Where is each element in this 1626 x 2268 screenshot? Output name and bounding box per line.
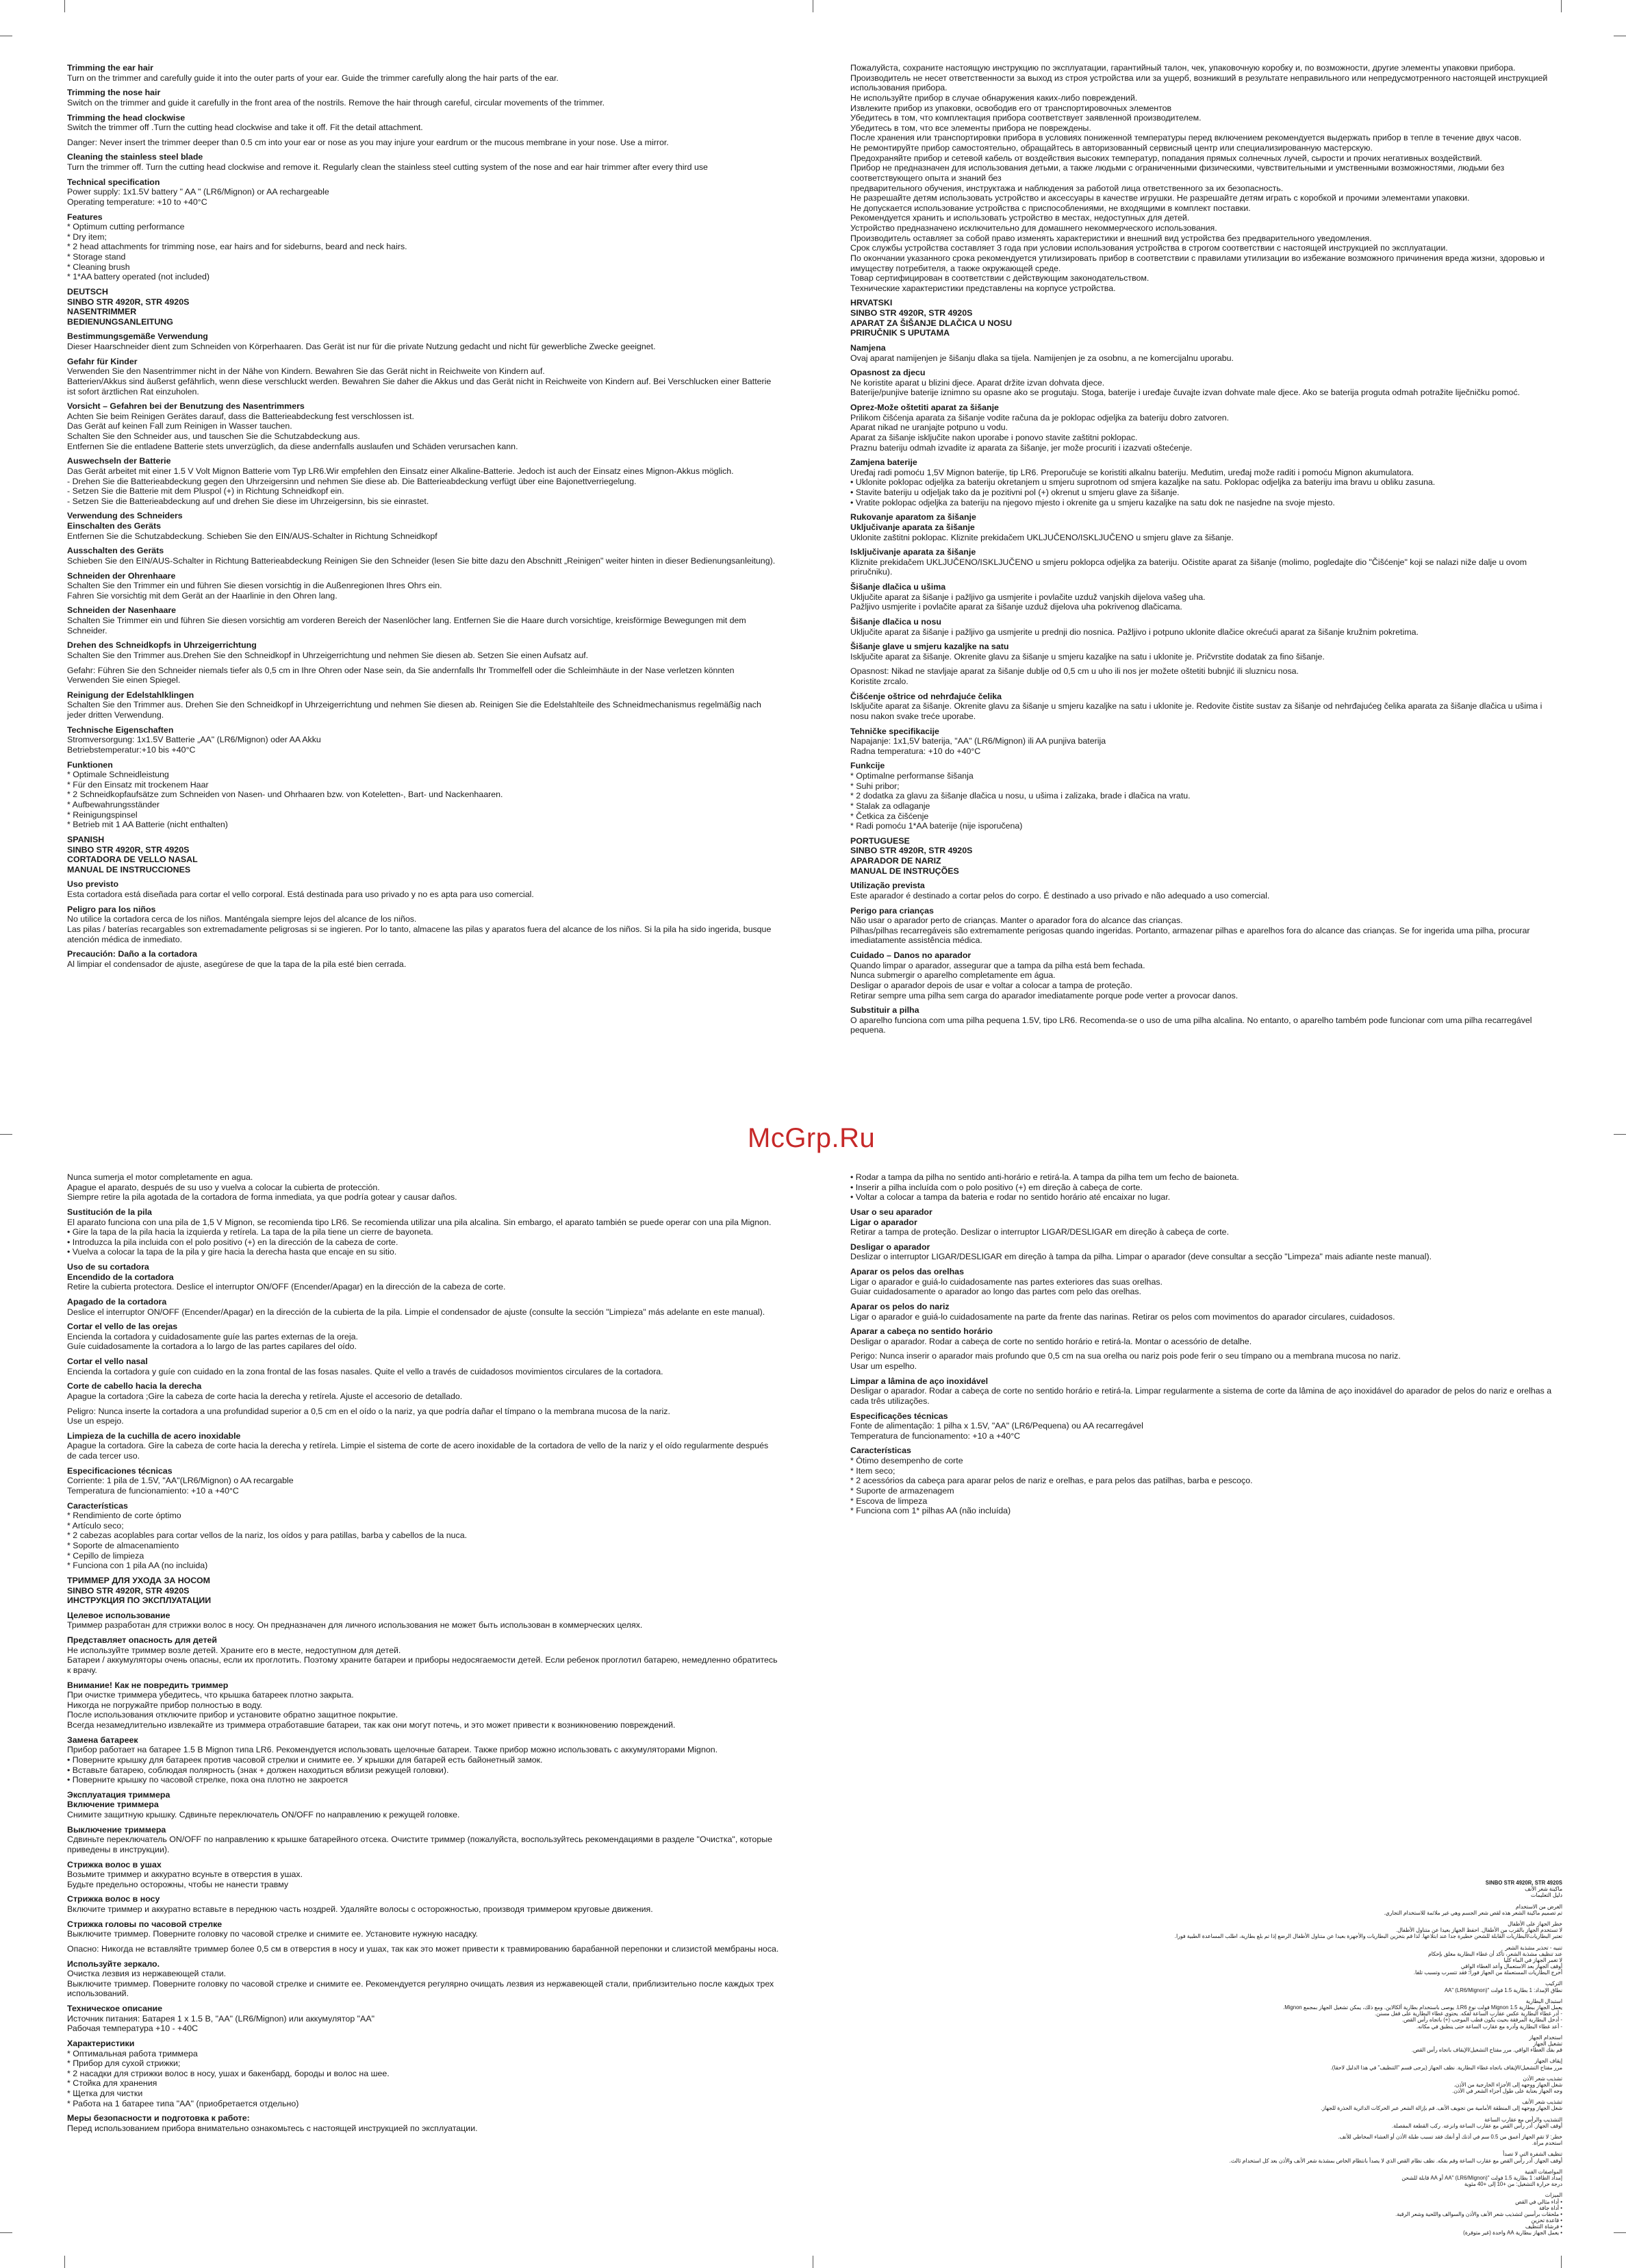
section-heading: Cuidado – Danos no aparador: [850, 950, 971, 960]
section: [850, 1880, 1562, 1899]
section: [850, 727, 1562, 757]
section: [67, 1680, 779, 1730]
section-heading: Namjena: [850, 342, 886, 353]
section: [67, 725, 779, 755]
section-heading: Trimming the nose hair: [67, 88, 161, 98]
section-heading: Zamjena baterije: [850, 457, 917, 468]
section-body: التركيب نطاق الإمداد: 1 بطارية 1.5 فولت "AA" (LR6/Mignon): [1444, 1980, 1562, 1993]
section-heading: Perigo para crianças: [850, 905, 934, 916]
section-body: O aparelho funciona com uma pilha pequena 1.5V, tipo LR6. Recomenda-se o uso de uma pilha alcalina. No entanto, o aparelho também pode funcionar com uma pilha recarregável pequena.: [850, 1015, 1532, 1035]
section-body: إيقاف الجهاز مرر مفتاح التشغيل/الإيقاف باتجاه غطاء البطارية. نظف الجهاز (يرجى قسم "التنظيف" في هذا الدليل لاحقا).: [1330, 2058, 1562, 2071]
section-body: Снимите защитную крышку. Сдвиньте переключатель ON/OFF по направлению к режущей головке.: [67, 1810, 460, 1819]
section-heading: Tehničke specifikacije: [850, 726, 939, 736]
section-body: Achten Sie beim Reinigen Gerätes darauf, dass die Batterieabdeckung fest verschlossen ist. Das Gerät auf keinen Fall zum Reinigen in Wasser tauchen. Schalten Sie den Schneider aus, und tauschen Sie die Schutzabdeckung aus. Entfernen Sie die entladene Batterie stets unverzüglich, da diese andernfalls auslaufen und Schäden verursachen kann.: [67, 411, 518, 451]
section-body: Turn on the trimmer and carefully guide it into the outer parts of your ear. Guide the trimmer carefully along the hair parts of the ear.: [67, 73, 559, 83]
section-heading: Vorsicht – Gefahren bei der Benutzung des Nasentrimmers: [67, 401, 305, 412]
section: [67, 1919, 779, 1939]
section: [850, 1980, 1562, 1993]
section: [850, 1945, 1562, 1976]
section-heading: Trimming the head clockwise: [67, 112, 186, 123]
section: [850, 2076, 1562, 2095]
section-heading: Aparar a cabeça no sentido horário: [850, 1326, 993, 1337]
section: [850, 2034, 1562, 2054]
section: [67, 640, 779, 660]
section-body: Uključite aparat za šišanje i pažljivo ga usmjerite i povlačite uzduž vanjskih dijelova vašeg uha. Pažljivo usmjerite i povlačite aparat za šišanje uzduž dijelova uha pokrivenog dlačicama.: [850, 592, 1206, 612]
section: [850, 1005, 1562, 1035]
section-heading: Opasnost za djecu: [850, 368, 926, 378]
section-heading: ТРИММЕР ДЛЯ УХОДА ЗА НОСОМ SINBO STR 4920R, STR 4920S ИНСТРУКЦИЯ ПО ЭКСПЛУАТАЦИИ: [67, 1575, 212, 1606]
section: [850, 617, 1562, 637]
section-body: Kliznite prekidačem UKLJUČENO/ISKLJUČENO u smjeru poklopca odjeljka za bateriju. Očistite aparat za šišanje (molimo, pogledajte dio "Čišćenje" koji se nalazi niže dalje u ovom priručniku).: [850, 557, 1527, 577]
section-body: Entfernen Sie die Schutzabdeckung. Schieben Sie den EIN/AUS-Schalter in Richtung Schneidkopf: [67, 531, 437, 541]
section: [67, 1466, 779, 1496]
section: [850, 692, 1562, 722]
section-body: Ne koristite aparat u blizini djece. Aparat držite izvan dohvata djece. Baterije/punjive baterije iznimno su opasne ako se progutaju. Stoga, baterije i uređaje čuvajte izvan dohvate male djece. Ako se baterija proguta odmah potražite liječničku pomoć.: [850, 377, 1521, 398]
section-body: Isključite aparat za šišanje. Okrenite glavu za šišanje u smjeru kazaljke na satu i uklonite je. Pričvrstite dodatak za fino šišanje.: [850, 651, 1325, 662]
section-heading: Aparar os pelos das orelhas: [850, 1267, 964, 1276]
section-heading: Apagado de la cortadora: [67, 1296, 167, 1307]
section: [850, 343, 1562, 363]
section-body: استبدال البطارية يعمل الجهاز ببطارية Mignon 1.5 فولت نوع LR6. يوصى باستخدام بطارية ألكالاين. ومع ذلك، يمكن تشغيل الجهاز بمجمع Mignon. - أدر غطاء البطارية عكس عقارب الساعة لفكه. يحتوي غطاء البطارية على قفل مسنن. - أدخل البطارية المرفقة بحيث يكون قطب الموجب (+) باتجاه رأس القص. - أعد غطاء البطارية وأدره مع عقارب الساعة حتى ينطبق في مكانه.: [1283, 1998, 1562, 2030]
section-heading: Schneiden der Ohrenhaare: [67, 570, 176, 581]
section: [850, 582, 1562, 612]
section-heading: Funkcije: [850, 761, 885, 771]
section: [67, 546, 779, 566]
section-heading: Внимание! Как не повредить триммер: [67, 1680, 229, 1690]
section: [67, 1735, 779, 1785]
section: [850, 666, 1562, 686]
section: [850, 2169, 1562, 2188]
section: [67, 1944, 779, 1954]
section-body: * Optimale Schneidleistung * Für den Einsatz mit trockenem Haar * 2 Schneidkopfaufsätze zum Schneiden von Nasen- und Ohrhaaren bzw. von Koteletten-, Bart- und Nackenhaaren. * Aufbewahrungsständer * Reinigungspinsel * Betrieb mit 1 AA Batterie (nicht enthalten): [67, 770, 503, 830]
section-heading: Características: [850, 1446, 911, 1456]
section-body: تنبيه - تحذير مشذبة الشعر عند تنظيف مشذبة الشعر، تأكد أن غطاء البطارية مغلق بإحكام لا تغمر الجهاز في الماء كليا أوقف الجهاز بعد الاستعمال وأعد الغطاء الواقي أخرج البطاريات المستعملة من الجهاز فورا؛ فقد تتسرب وتسبب تلفا.: [1413, 1944, 1562, 1976]
section-heading: Cleaning the stainless steel blade: [67, 152, 203, 162]
section-body: Corriente: 1 pila de 1.5V, "AA"(LR6/Mignon) o AA recargable Temperatura de funcionamiento: +10 a +40°C: [67, 1476, 294, 1496]
section-body: Ligar o aparador e guiá-lo cuidadosamente nas partes exteriores das suas orelhas. Guiar cuidadosamente o aparador ao longo das partes com pelo das orelhas.: [850, 1276, 1163, 1297]
section-heading: Характеристики: [67, 2038, 135, 2048]
section-body: Включите триммер и аккуратно вставьте в переднюю часть ноздрей. Удаляйте волосы с осторожностью, производя триммером круговые движения.: [67, 1904, 653, 1914]
section-body: Nunca sumerja el motor completamente en agua. Apague el aparato, después de su uso y vuelva a colocar la cubierta de protección. Siempre retire la pila agotada de la cortadora de forma inmediata, ya que podría gotear y causar daños.: [67, 1172, 457, 1202]
section-body: الميزات • أداء مثالي في القص • أداة جافة • ملحقات برأسين لتشذيب شعر الأنف والأذن والسوالف واللحية وشعر الرقبة. • قاعدة تخزين • فرشاة التنظيف • يعمل الجهاز ببطارية AA واحدة (غير متوفرة): [1395, 2192, 1562, 2236]
section: [850, 457, 1562, 507]
crop-mark-left-mid: [0, 1134, 12, 1135]
section: [850, 1904, 1562, 1916]
section-body: Пожалуйста, сохраните настоящую инструкцию по эксплуатации, гарантийный талон, чек, упаковочную коробку и, по возможности, другие элементы упаковки прибора. Производитель не несет ответственности за выход из строя устройства или за ущерб, возникший в результате неправильного или непредусмотренного настоящей инструкцией использования прибора. Не используйте прибор в случае обнаружения каких-либо повреждений. Извлеките прибор из упаковки, освободив его от транспортировочных элементов Убедитесь в том, что комплектация прибора соответствует заявленной производителем. Убедитесь в том, что все элементы прибора не повреждены. После хранения или транспортировки прибора в условиях пониженной температуры перед включением рекомендуется выдержать прибор в тепле в течение двух часов. Не ремонтируйте прибор самостоятельно, обращайтесь в авторизованный сервисный центр или специализированную мастерскую. Предохраняйте прибор и сетевой кабель от воздействия высоких температур, попадания прямых солнечных лучей, сырости и прочих негативных воздействий. Прибор не предназначен для использования детьми, а также людьми с ограниченными физическими, чувствительными и умственными возможностями, людьми без соответствующего опыта и знаний без предварительного обучения, инструктажа и наблюдения за работой лица ответственного за их безопасность. Не разрешайте детям использовать устройство и аксессуары в качестве игрушки. Не разрешайте детям играть с коробкой и прочими элементами упаковки. Не допускается использование устройства с приспособлениями, не входящими в комплект поставки. Рекомендуется хранить и использовать устройство в местах, недоступных для детей. Устройство предназначено исключительно для домашнего некоммерческого использования. Производитель оставляет за собой право изменять характеристики и внешний вид устройства без предварительного уведомления. Срок службы устройства составляет 3 года при условии использования устройства в строгом соответствии с настоящей инструкцией по эксплуатации. По окончании указанного срока рекомендуется утилизировать прибор в соответствии с правилами утилизации во избежание возможного причинения вреда жизни, здоровью и имуществу потребителя, а также окружающей среде. Товар сертифицирован в соответствии с действующим законодательством. Технические характеристики представлены на корпусе устройства.: [850, 63, 1548, 293]
section-body: * Rendimiento de corte óptimo * Artículo seco; * 2 cabezas acoplables para cortar vellos de la nariz, los oídos y para patillas, barba y cabellos de la nuca. * Soporte de almacenamiento * Cepillo de limpieza * Funciona con 1 pila AA (no incluida): [67, 1511, 468, 1571]
section: [67, 1860, 779, 1890]
section: [67, 287, 779, 327]
section: [850, 2151, 1562, 2163]
section-heading: HRVATSKI SINBO STR 4920R, STR 4920S APARAT ZA ŠIŠANJE DLAČICA U NOSU PRIRUČNIK S UPUTAMA: [850, 298, 1013, 338]
section-heading: Šišanje dlačica u nosu: [850, 616, 941, 627]
section: [850, 1242, 1562, 1262]
section-heading: Substituir a pilha: [850, 1005, 919, 1016]
section-body: Al limpiar el condensador de ajuste, asegúrese de que la tapa de la pila esté bien cerrada.: [67, 959, 407, 969]
section: [67, 1825, 779, 1855]
section-body: El aparato funciona con una pila de 1,5 V Mignon, se recomienda tipo LR6. Se recomienda utilizar una pila alcalina. Sin embargo, el aparato también se puede operar con una pila Mignon. • Gire la tapa de la pila hacia la izquierda y retírela. La tapa de la pila tiene un cierre de bayoneta. • Introduzca la pila incluida con el polo positivo (+) en la dirección de la cabeza de corte. • Vuelva a colocar la tapa de la pila y gire hacia la derecha hasta que encaje en su sitio.: [67, 1217, 772, 1257]
section-heading: Целевое использование: [67, 1610, 170, 1620]
section-heading: Oprez-Može oštetiti aparat za šišanje: [850, 403, 999, 412]
section-body: Uključite aparat za šišanje i pažljivo ga usmjerite u prednji dio nosnica. Pažljivo i potpuno uklonite dlačice okrećući aparat za šišanje kružnim pokretima.: [850, 627, 1419, 637]
section: [67, 138, 779, 148]
section-heading: Corte de cabello hacia la derecha: [67, 1381, 202, 1391]
column-bottom-left-spanish-russian: [67, 1172, 779, 2241]
section: [850, 642, 1562, 662]
section-body: Сдвиньте переключатель ON/OFF по направлению к крышке батарейного отсека. Очистите триммер (пожалуйста, воспользуйтесь рекомендациями в разделе "Очистка", которые приведены в инструкции).: [67, 1835, 773, 1854]
section: [850, 1921, 1562, 1940]
section-body: * Optimum cutting performance * Dry item; * 2 head attachments for trimming nose, ear hairs and for sideburns, beard and neck hairs. * Storage stand * Cleaning brush * 1*AA battery operated (not included): [67, 222, 407, 282]
section-body: Schalten Sie Trimmer ein und führen Sie diesen vorsichtig am vorderen Bereich der Nasenlöcher lang. Entfernen Sie die Haare durch vorsichtige, kreisförmige Bewegungen mit dem Schneider.: [67, 616, 746, 635]
section-heading: Aparar os pelos do nariz: [850, 1301, 950, 1311]
section-body: تشذيب شعر الأنف شغل الجهاز ووجهه إلى المنطقة الأمامية من تجويف الأنف. قم بإزالة الشعر عبر الحركات الدائرية الحذرة للجهاز.: [1321, 2099, 1562, 2112]
section-body: خطر الجهاز على الأطفال لا تستخدم الجهاز بالقرب من الأطفال. احفظ الجهاز بعيدا عن متناول الأطفال. تعتبر البطاريات/البطاريات القابلة للشحن خطيرة جدا عند ابتلاعها. لذا قم بتخزين البطاريات والأجهزة بعيدا عن متناول الأطفال الرضع إذا تم بلع بطارية، اطلب المساعدة الطبية فورا.: [1174, 1920, 1562, 1940]
section-body: Опасно: Никогда не вставляйте триммер более 0,5 см в отверстия в носу и ушах, так как это может привести к травмированию барабанной перепонки и слизистой мембраны носа.: [67, 1943, 779, 1954]
section-body: Schalten Sie den Trimmer aus.Drehen Sie den Schneidkopf in Uhrzeigerrichtung und nehmen Sie diesen ab. Setzen Sie einen Aufsatz auf.: [67, 650, 589, 660]
section: [67, 456, 779, 506]
section-body: Uklonite zaštitni poklopac. Kliznite prekidačem UKLJUČENO/ISKLJUČENO u smjeru glave za šišanje.: [850, 532, 1234, 542]
section-body: Apague la cortadora. Gire la cabeza de corte hacia la derecha y retírela. Limpie el sistema de corte de acero inoxidable de la cortadora de vello de la nariz y el oído regularmente después de cada tercer uso.: [67, 1441, 769, 1461]
section-heading: Desligar o aparador: [850, 1242, 930, 1252]
section-body: Isključite aparat za šišanje. Okrenite glavu za šišanje u smjeru kazaljke na satu i uklonite je. Redovite čistite sustav za šišanje od nehrđajućeg čelika aparata za šišanje dlačica u ušima i nosu nakon svake treće uporabe.: [850, 701, 1542, 721]
section-body: Прибор работает на батарее 1.5 В Mignon типа LR6. Рекомендуется использовать щелочные батареи. Также прибор можно использовать с аккумуляторами Mignon. • Поверните крышку для батареек против часовой стрелки и снимите ее. У крышки для батарей есть байонетный замок. • Вставьте батарею, соблюдая полярность (знак + должен находиться вблизи режущей головки). • Поверните крышку по часовой стрелке, пока она плотно не закроется: [67, 1745, 718, 1785]
section-heading: Verwendung des Schneiders Einschalten des Geräts: [67, 511, 183, 531]
section-heading: Gefahr für Kinder: [67, 356, 138, 366]
section-heading: Trimming the ear hair: [67, 63, 154, 73]
section-body: Перед использованием прибора внимательно ознакомьтесь с настоящей инструкцией по эксплуатации.: [67, 2123, 478, 2133]
section-body: تنظيف الشفرة التي لا تصدأ أوقف الجهاز. أدر رأس القص مع عقارب الساعة وقم بفكه. نظف نظام القص الذي لا يصدأ بانتظام الخاص بمشذبة شعر الأنف والأذن بعد كل استخدام ثالث.: [1229, 2151, 1562, 2164]
section-body: Não usar o aparador perto de crianças. Manter o aparador fora do alcance das crianças. Pilhas/pilhas recarregáveis são extremamente perigosas quando ingeridas. Portanto, armazenar pilhas e aparelhos fora do alcance das crianças. Se for ingerida uma pilha, procurar imediatamente assistência médica.: [850, 916, 1530, 946]
section-heading: Стрижка головы по часовой стрелке: [67, 1919, 223, 1929]
section: [67, 177, 779, 207]
section-heading: Schneiden der Nasenhaare: [67, 605, 177, 616]
section: [67, 331, 779, 351]
section-body: Prilikom čišćenja aparata za šišanje vodite računa da je poklopac odjeljka za bateriju dobro zatvoren. Aparat nikad ne uranjajte potpuno u vodu. Aparat za šišanje isključite nakon uporabe i ponovo stavite zaštitni poklopac. Praznu bateriju odmah izvadite iz aparata za šišanje, jer može procuriti i izazvati oštećenje.: [850, 412, 1230, 453]
section: [67, 2113, 779, 2133]
section: [850, 1326, 1562, 1346]
section-heading: Características: [67, 1500, 128, 1511]
section: [67, 1894, 779, 1914]
section: [67, 1297, 779, 1317]
section: [850, 1351, 1562, 1371]
section-heading: Utilização prevista: [850, 881, 925, 891]
section-body: Retire la cubierta protectora. Deslice el interruptor ON/OFF (Encender/Apagar) en la dirección de la cabeza de corte.: [67, 1282, 506, 1292]
section-heading: Limpieza de la cuchilla de acero inoxidable: [67, 1431, 241, 1441]
section-heading: Rukovanje aparatom za šišanje Uključivanje aparata za šišanje: [850, 512, 976, 532]
crop-mark-right-bottom: [1614, 2232, 1626, 2233]
section-body: * Оптимальная работа триммера * Прибор для сухой стрижки; * 2 насадки для стрижки волос в носу, ушах и бакенбард, бороды и волос на шее. * Стойка для хранения * Щетка для чистки * Работа на 1 батарее типа "AA" (приобретается отдельно): [67, 2048, 390, 2108]
section-heading: Limpar a lâmina de aço inoxidável: [850, 1376, 989, 1386]
column-bottom-right-portuguese: [850, 1172, 1562, 1878]
section-body: Apague la cortadora ;Gire la cabeza de corte hacia la derecha y retírela. Ajuste el accesorio de detallado.: [67, 1391, 463, 1401]
section-heading: Especificações técnicas: [850, 1411, 948, 1421]
section: [850, 761, 1562, 831]
section-heading: Šišanje glave u smjeru kazaljke na satu: [850, 642, 1009, 652]
section-body: Schieben Sie den EIN/AUS-Schalter in Richtung Batterieabdeckung Reinigen Sie den Schneider (lesen Sie bitte dazu den Abschnitt „Reinigen" weiter hinten in dieser Bedienungsanleitung).: [67, 555, 776, 566]
section: [67, 949, 779, 969]
section: [67, 212, 779, 282]
section: [67, 63, 779, 83]
section-body: No utilice la cortadora cerca de los niños. Manténgala siempre lejos del alcance de los niños. Las pilas / baterías recargables son extremadamente peligrosas si se ingieren. Por lo tanto, almacene las pilas y aparatos fuera del alcance de los niños. Si la pila ha sido ingerida, busque atención médica de inmediato.: [67, 914, 772, 944]
section-body: Switch on the trimmer and guide it carefully in the front area of the nostrils. Remove the hair through careful, circular movements of the trimmer.: [67, 97, 605, 108]
section: [67, 2004, 779, 2034]
section-body: Este aparador é destinado a cortar pelos do corpo. É destinado a uso privado e não adequado a uso comercial.: [850, 890, 1270, 900]
section-heading: Стрижка волос в ушах: [67, 1859, 162, 1869]
section-body: Danger: Never insert the trimmer deeper than 0.5 cm into your ear or nose as you may injure your eardrum or the mucous membrane in your nose. Use a mirror.: [67, 137, 669, 147]
section-heading: Especificaciones técnicas: [67, 1465, 173, 1476]
section: [850, 1998, 1562, 2030]
section: [850, 1411, 1562, 1441]
section: [67, 1357, 779, 1376]
section-heading: Technische Eigenschaften: [67, 724, 174, 735]
section: [850, 512, 1562, 542]
section-body: При очистке триммера убедитесь, что крышка батареек плотно закрыта. Никогда не погружайте прибор полностью в воду. После использования отключите прибор и установите обратно защитное покрытие. Всегда незамедлительно извлекайте из триммера отработавшие батареи, так как они могут потечь, и это может привести к возникновению повреждений.: [67, 1690, 676, 1730]
section-body: Gefahr: Führen Sie den Schneider niemals tiefer als 0,5 cm in Ihre Ohren oder Nase sein, da Sie andernfalls Ihr Trommelfell oder die Schleimhäute in der Nase verletzen könnten Verwenden Sie einen Spiegel.: [67, 665, 735, 685]
section-body: Не используйте триммер возле детей. Храните его в месте, недоступном для детей. Батареи / аккумуляторы очень опасны, если их проглотить. Поэтому храните батареи и приборы недосягаемости детей. Если ребенок проглотил батарею, немедленно обратитесь к врачу.: [67, 1645, 778, 1675]
column-bottom-right-arabic: [850, 1880, 1562, 2236]
section-body: Perigo: Nunca inserir o aparador mais profundo que 0,5 cm na sua orelha ou nariz pois pode ferir o seu tímpano ou a membrana mucosa no nariz. Usar um espelho.: [850, 1351, 1401, 1371]
watermark-text: McGrp.Ru: [748, 1123, 876, 1153]
section-body: • Rodar a tampa da pilha no sentido anti-horário e retirá-la. A tampa da pilha tem um fecho de baioneta. • Inserir a pilha incluída com o polo positivo (+) em direção à cabeça de corte. • Voltar a colocar a tampa da bateria e rodar no sentido horário até encaixar no lugar.: [850, 1172, 1239, 1202]
section-heading: Используйте зеркало.: [67, 1958, 160, 1969]
section-heading: Выключение триммера: [67, 1824, 166, 1835]
section: [67, 1501, 779, 1571]
section-heading: Cortar el vello de las orejas: [67, 1322, 178, 1332]
section: [67, 905, 779, 945]
section-body: Schalten Sie den Trimmer aus. Drehen Sie den Schneidkopf in Uhrzeigerrichtung und nehmen Sie diesen ab. Reinigen Sie die Edelstahlteile des Schneidmechanismus regelmäßig nach jeder dritten Verwendung.: [67, 700, 761, 720]
section: [67, 1790, 779, 1820]
column-top-right-russian-croatian-portuguese: [850, 63, 1562, 1118]
section: [67, 1576, 779, 1606]
section-body: Esta cortadora está diseñada para cortar el vello corporal. Está destinada para uso privado y no es apta para uso comercial.: [67, 890, 534, 899]
section: [850, 298, 1562, 338]
section-body: Uređaj radi pomoću 1,5V Mignon baterije, tip LR6. Preporučuje se koristiti alkalnu bateriju. Međutim, uređaj može raditi i pomoću Mignon akumulatora. • Uklonite poklopac odjeljka za bateriju okretanjem u smjeru suprotnom od smjera kazaljke na satu. Poklopac odjeljka za bateriju ima bravu u obliku zasuna. • Stavite bateriju u odjeljak tako da je pozitivni pol (+) okrenut u smjeru glave za šišanje. • Vratite poklopac odjeljka za bateriju na njegovo mjesto i okrenite ga u smjeru kazaljke na satu dok ne nasjedne na svoje mjesto.: [850, 467, 1436, 507]
section: [67, 1172, 779, 1202]
section: [67, 1381, 779, 1401]
section-heading: Представляет опасность для детей: [67, 1635, 218, 1645]
section: [850, 1267, 1562, 1297]
section: [67, 357, 779, 397]
section: [67, 605, 779, 635]
section-body: Deslizar o interruptor LIGAR/DESLIGAR em direção à tampa da pilha. Limpar o aparador (deve consultar a secção "Limpeza" mais adiante neste manual).: [850, 1252, 1432, 1262]
section: [67, 835, 779, 875]
section: [67, 1262, 779, 1292]
section-heading: SPANISH SINBO STR 4920R, STR 4920S CORTADORA DE VELLO NASAL MANUAL DE INSTRUCCIONES: [67, 834, 198, 874]
section-body: Peligro: Nunca inserte la cortadora a una profundidad superior a 0,5 cm en el oído o la nariz, ya que podría dañar el tímpano o la membrana mucosa de la nariz. Use un espejo.: [67, 1406, 670, 1426]
section-body: Dieser Haarschneider dient zum Schneiden von Körperhaaren. Das Gerät ist nur für die private Nutzung gedacht und nicht für gewerbliche Zwecke geeignet.: [67, 342, 656, 351]
crop-mark-left-bottom: [0, 2232, 12, 2233]
section-heading: Ausschalten des Geräts: [67, 546, 164, 556]
crop-mark-bottom-left: [64, 2256, 65, 2268]
section: [850, 906, 1562, 946]
section-body: ماكينة شعر الأنف دليل التعليمات: [1525, 1886, 1562, 1899]
section: [850, 1376, 1562, 1407]
section-heading: Features: [67, 212, 103, 222]
section-body: تشذيب شعر الأذن شغل الجهاز ووجهه إلى الأجزاء الخارجية من الأذن. وجه الجهاز بعناية على طول أجزاء الشعر في الأذن.: [1452, 2075, 1562, 2095]
section: [67, 1207, 779, 1257]
section: [850, 1207, 1562, 1237]
section-body: Выключите триммер. Поверните головку по часовой стрелке и снимите ее. Установите нужную насадку.: [67, 1929, 478, 1939]
section: [850, 950, 1562, 1000]
section-heading: Uso previsto: [67, 879, 119, 890]
section-heading: DEUTSCH SINBO STR 4920R, STR 4920S NASENTRIMMER BEDIENUNGSANLEITUNG: [67, 286, 190, 327]
section-heading: Technical specification: [67, 177, 160, 187]
crop-mark-top-right: [1561, 0, 1562, 12]
section-heading: PORTUGUESE SINBO STR 4920R, STR 4920S APARADOR DE NARIZ MANUAL DE INSTRUÇÕES: [850, 835, 973, 876]
section-heading: Čišćenje oštrice od nehrđajuće čelika: [850, 691, 1002, 701]
section-body: Turn the trimmer off. Turn the cutting head clockwise and remove it. Regularly clean the stainless steel cutting system of the nose and ear hair trimmer after every third use: [67, 162, 708, 172]
section: [850, 2117, 1562, 2129]
section: [67, 113, 779, 133]
section: [67, 690, 779, 720]
section-body: Napajanje: 1x1,5V baterija, "AA" (LR6/Mignon) ili AA punjiva baterija Radna temperatura: +10 do +40°C: [850, 736, 1106, 756]
section: [850, 1302, 1562, 1322]
section: [850, 547, 1562, 577]
section-heading: Cortar el vello nasal: [67, 1357, 148, 1366]
section: [67, 666, 779, 685]
section-heading: Sustitución de la pila: [67, 1207, 152, 1217]
section-heading: SINBO STR 4920R, STR 4920S: [1485, 1880, 1562, 1886]
section: [67, 760, 779, 830]
section-heading: Drehen des Schneidkopfs in Uhrzeigerrichtung: [67, 640, 257, 651]
section-body: Возьмите триммер и аккуратно всуньте в отверстия в ушах. Будьте предельно осторожны, чтобы не нанести травму: [67, 1869, 303, 1889]
section-body: Switch the trimmer off .Turn the cutting head clockwise and take it off. Fit the detail attachment.: [67, 123, 423, 133]
section-body: * Ótimo desempenho de corte * Item seco; * 2 acessórios da cabeça para aparar pelos de nariz e orelhas, e para pelos das patilhas, barba e pescoço. * Suporte de armazenagem * Escova de limpeza * Funciona com 1* pilhas AA (não incluída): [850, 1456, 1253, 1516]
section-body: Das Gerät arbeitet mit einer 1.5 V Volt Mignon Batterie vom Typ LR6.Wir empfehlen den Einsatz einer Alkaline-Batterie. Jedoch ist auch der Einsatz eines Mignon-Akkus möglich. - Drehen Sie die Batterieabdeckung gegen den Uhrzeigersinn und nehmen Sie diese ab. Die Batterieabdeckung verfügt über eine Bajonettverriegelung. - Setzen Sie die Batterie mit dem Pluspol (+) in Richtung Schneidkopf ein. - Setzen Sie die Batterieabdeckung auf und drehen Sie diese im Uhrzeigersinn, bis sie einrastet.: [67, 466, 734, 506]
crop-mark-bottom-right: [1561, 2256, 1562, 2268]
section-body: المواصفات الفنية إمداد الطاقة: 1 بطارية 1.5 فولت "AA" (LR6/Mignon) أو AA قابلة للشحن درجة حرارة التشغيل: من +10 إلى +40 مئوية: [1401, 2168, 1562, 2188]
section: [850, 2058, 1562, 2070]
section-body: Opasnost: Nikad ne stavljaje aparat za šišanje dublje od 0,5 cm u uho ili nos jer možete oštetiti bubnjić ili sluznicu nosa. Koristite zrcalo.: [850, 666, 1299, 686]
section-heading: Эксплуатация триммера Включение триммера: [67, 1789, 170, 1810]
section: [67, 2039, 779, 2108]
section: [67, 1611, 779, 1630]
section-heading: Usar o seu aparador Ligar o aparador: [850, 1207, 932, 1227]
section-heading: Стрижка волос в носу: [67, 1894, 160, 1904]
section-heading: Precaución: Daño a la cortadora: [67, 949, 198, 959]
section-heading: Uso de su cortadora Encendido de la cortadora: [67, 1262, 174, 1282]
section-body: * Optimalne performanse šišanja * Suhi pribor; * 2 dodatka za glavu za šišanje dlačica u nosu, u ušima i zalizaka, brade i dlačica na vratu. * Stalak za odlaganje * Četkica za čišćenje * Radi pomoću 1*AA baterije (nije isporučena): [850, 771, 1191, 831]
section: [850, 1172, 1562, 1202]
section-body: Триммер разработан для стрижки волос в носу. Он предназначен для личного использования не может быть использован в коммерческих целях.: [67, 1620, 643, 1630]
section-body: Quando limpar o aparador, assegurar que a tampa da pilha está bem fechada. Nunca submergir o aparelho completamente em água. Desligar o aparador depois de usar e voltar a colocar a tampa de proteção. Retirar sempre uma pilha sem carga do aparador imediatamente porque pode verter a provocar danos.: [850, 960, 1238, 1000]
section: [850, 1446, 1562, 1515]
crop-mark-top-left: [64, 0, 65, 12]
section-heading: Peligro para los niños: [67, 904, 156, 914]
section-heading: Isključivanje aparata za šišanje: [850, 547, 976, 557]
section-body: Encienda la cortadora y guíe con cuidado en la zona frontal de las fosas nasales. Quite el vello a través de cuidadosos movimientos circulares de la cortadora.: [67, 1366, 663, 1376]
section: [67, 1959, 779, 2000]
section-body: Verwenden Sie den Nasentrimmer nicht in der Nähe von Kindern. Bewahren Sie das Gerät nicht in Reichweite von Kindern auf. Batterien/Akkus sind äußerst gefährlich, wenn diese verschluckt werden. Bewahren Sie daher die Akkus und das Gerät nicht in Reichweite von Kindern auf. Bei Verschlucken einer Batterie ist sofort ärztlichen Rat einzuholen.: [67, 366, 772, 396]
section: [67, 401, 779, 451]
section-body: Очистка лезвия из нержавеющей стали. Выключите триммер. Поверните головку по часовой стрелке и снимите ее. Рекомендуется регулярно очищать лезвия из нержавеющей стали, приблизительно после каждых трех использований.: [67, 1969, 774, 1999]
section: [67, 88, 779, 108]
section-body: الغرض من الاستخدام تم تصميم ماكينة الشعر هذه لقص شعر الجسم وهي غير ملائمة للاستخدام التجاري.: [1384, 1903, 1562, 1916]
section-body: Schalten Sie den Trimmer ein und führen Sie diesen vorsichtig in die Außenregionen Ihres Ohrs ein. Fahren Sie vorsichtig mit dem Gerät an der Haarlinie in den Ohren lang.: [67, 581, 442, 601]
section: [67, 1431, 779, 1461]
crop-mark-right-mid: [1614, 1134, 1626, 1135]
section-body: Retirar a tampa de proteção. Deslizar o interruptor LIGAR/DESLIGAR em direção à cabeça de corte.: [850, 1227, 1230, 1237]
section-body: Desligar o aparador. Rodar a cabeça de corte no sentido horário e retirá-la. Montar o acessório de detalhe.: [850, 1336, 1252, 1346]
section-body: خطر: لا تقم الجهاز أعمق من 0.5 سم في أذنك أو أنفك فقد تسبب طبلة الأذن أو الغشاء المخاطي للأنف. استخدم مرآة.: [1338, 2134, 1562, 2147]
section: [850, 881, 1562, 900]
section-heading: Funktionen: [67, 759, 113, 770]
section: [67, 1407, 779, 1426]
section-body: Desligar o aparador. Rodar a cabeça de corte no sentido horário e retirá-la. Limpar regularmente a sistema de corte da lâmina de aço inoxidável do aparador de pelos do nariz e orelhas a cada três utilizações.: [850, 1386, 1552, 1406]
section-body: Stromversorgung: 1x1.5V Batterie „AA" (LR6/Mignon) oder AA Akku Betriebstemperatur:+10 bis +40°C: [67, 735, 321, 755]
section-body: Power supply: 1x1.5V battery " AA " (LR6/Mignon) or AA rechargeable Operating temperature: +10 to +40°C: [67, 187, 329, 207]
section-heading: Замена батареек: [67, 1735, 138, 1745]
section-body: Ovaj aparat namijenjen je šišanju dlaka sa tijela. Namijenjen je za osobnu, a ne komercijalnu uporabu.: [850, 353, 1234, 363]
section-body: Источник питания: Батарея 1 x 1.5 В, "AA" (LR6/Mignon) или аккумулятор "AA" Рабочая температура +10 - +40С: [67, 2013, 374, 2034]
section: [67, 1322, 779, 1352]
section: [850, 368, 1562, 398]
section-heading: Меры безопасности и подготовка к работе:: [67, 2113, 250, 2124]
section-heading: Šišanje dlačica u ušima: [850, 582, 946, 592]
section-body: Ligar o aparador e guiá-lo cuidadosamente na parte da frente das narinas. Retirar os pelos com movimentos do aparador circulares, cuidadosos.: [850, 1311, 1395, 1322]
section: [850, 836, 1562, 877]
section-body: Deslice el interruptor ON/OFF (Encender/Apagar) en la dirección de la cubierta de la pila. Limpie el condensador de ajuste (consulte la sección "Limpieza" más adelante en este manual).: [67, 1307, 765, 1317]
section: [67, 879, 779, 899]
section-body: Fonte de alimentação: 1 pilha x 1.5V, "AA" (LR6/Pequena) ou AA recarregável Temperatura de funcionamento: +10 a +40°C: [850, 1421, 1143, 1441]
section-body: التشذيب والرأس مع عقارب الساعة أوقف الجهاز. أدر رأس القص مع عقارب الساعة وانزعه. ركب القطعة المفصلة.: [1391, 2116, 1562, 2129]
section: [850, 2134, 1562, 2146]
section: [67, 571, 779, 601]
section: [67, 1635, 779, 1676]
section-body: استخدام الجهاز تشغيل الجهاز قم بفك الغطاء الواقي. مرر مفتاح التشغيل/الإيقاف باتجاه رأس القص.: [1411, 2034, 1562, 2054]
section-heading: Auswechseln der Batterie: [67, 456, 171, 466]
section-heading: Reinigung der Edelstahlklingen: [67, 690, 194, 700]
section-body: Encienda la cortadora y cuidadosamente guíe las partes externas de la oreja. Guíe cuidadosamente la cortadora a lo largo de las partes capilares del oído.: [67, 1331, 358, 1352]
section: [850, 2099, 1562, 2111]
section: [850, 2192, 1562, 2236]
section: [850, 403, 1562, 453]
column-top-left-english-german-spanish: [67, 63, 779, 1118]
section-heading: Техническое описание: [67, 2004, 163, 2013]
section: [67, 152, 779, 172]
section-heading: Bestimmungsgemäße Verwendung: [67, 331, 208, 342]
section: [67, 511, 779, 541]
section: [850, 63, 1562, 293]
